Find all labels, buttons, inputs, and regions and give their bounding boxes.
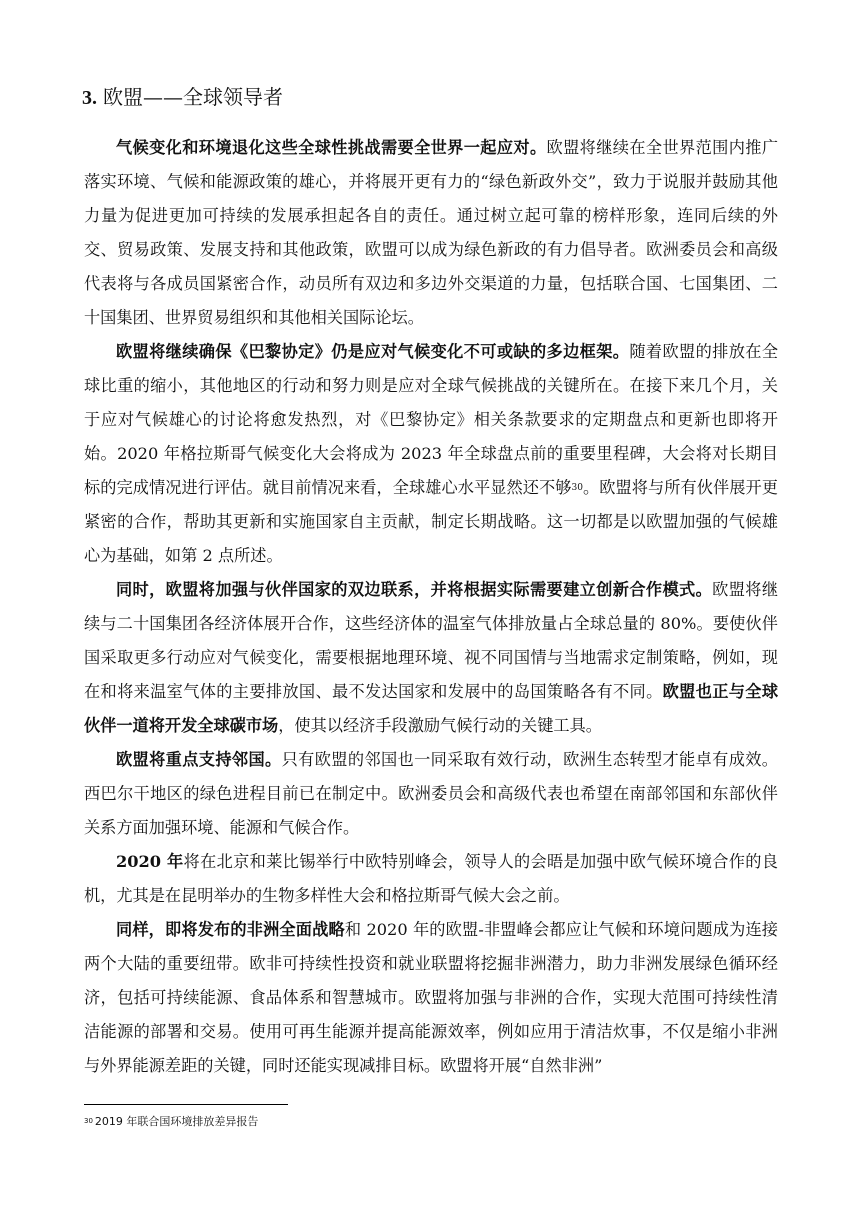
section-title: 欧盟——全球领导者 — [103, 85, 283, 109]
footnote-text: 2019 年联合国环境排放差异报告 — [94, 1115, 259, 1128]
paragraph-lead: 同样，即将发布的非洲全面战略 — [116, 920, 345, 939]
paragraph-text: 欧盟将继续与二十国集团各经济体展开合作，这些经济体的温室气体排放量占全球总量的 80%。要使伙伴国采取更多行动应对气候变化，需要根据地理环境、视不同国情与当地需求定制策略，例如，现在和将来温室气体的主要排放国、最不发达国家和发展中的岛国策略各有不同。 — [84, 580, 779, 701]
paragraph — [84, 573, 778, 743]
footnote-number: 30 — [84, 1117, 93, 1125]
paragraph-lead: 气候变化和环境退化这些全球性挑战需要全世界一起应对。 — [116, 138, 547, 157]
footnote-reference[interactable]: 30 — [571, 483, 583, 493]
footnote-separator — [84, 1104, 288, 1105]
paragraph-text: 将在北京和莱比锡举行中欧特别峰会，领导人的会晤是加强中欧气候环境合作的良机，尤其是在昆明举办的生物多样性大会和格拉斯哥气候大会之前。 — [84, 852, 778, 905]
paragraph-text: 和 2020 年的欧盟-非盟峰会都应让气候和环境问题成为连接两个大陆的重要纽带。欧非可持续性投资和就业联盟将挖掘非洲潜力，助力非洲发展绿色循环经济，包括可持续能源、食品体系和智慧城市。欧盟将加强与非洲的合作，实现大范围可持续性清洁能源的部署和交易。使用可再生能源并提高能源效率，例如应用于清洁炊事，不仅是缩小非洲与外界能源差距的关键，同时还能实现减排目标。欧盟将开展“自然非洲” — [84, 920, 778, 1075]
paragraph-text: 只有欧盟的邻国也一同采取有效行动，欧洲生态转型才能卓有成效。西巴尔干地区的绿色进程目前已在制定中。欧洲委员会和高级代表也希望在南部邻国和东部伙伴关系方面加强环境、能源和气候合作。 — [84, 750, 778, 837]
paragraph-text-continued: ，使其以经济手段激励气候行动的关键工具。 — [278, 716, 602, 735]
section-heading — [82, 82, 283, 113]
paragraph — [84, 845, 778, 913]
paragraph — [84, 335, 778, 573]
paragraph-lead: 同时，欧盟将加强与伙伴国家的双边联系，并将根据实际需要建立创新合作模式。 — [116, 580, 713, 599]
paragraph — [84, 131, 778, 335]
body-text — [84, 131, 778, 1083]
paragraph-lead: 欧盟将重点支持邻国。 — [116, 750, 282, 769]
paragraph-text-continued: 。欧盟将与所有伙伴展开更紧密的合作，帮助其更新和实施国家自主贡献，制定长期战略。这一切都是以欧盟加强的气候雄心为基础，如第 2 点所述。 — [84, 478, 778, 565]
paragraph-lead-secondary: 欧盟也正与全球伙伴一道将开发全球碳市场 — [84, 682, 779, 735]
paragraph-text: 欧盟将继续在全世界范围内推广落实环境、气候和能源政策的雄心，并将展开更有力的“绿色新政外交”，致力于说服并鼓励其他力量为促进更加可持续的发展承担起各自的责任。通过树立起可靠的榜样形象，连同后续的外交、贸易政策、发展支持和其他政策，欧盟可以成为绿色新政的有力倡导者。欧洲委员会和高级代表将与各成员国紧密合作，动员所有双边和多边外交渠道的力量，包括联合国、七国集团、二十国集团、世界贸易组织和其他相关国际论坛。 — [84, 138, 779, 327]
paragraph-lead: 欧盟将继续确保《巴黎协定》仍是应对气候变化不可或缺的多边框架。 — [116, 342, 630, 361]
section-number: 3. — [82, 87, 97, 109]
paragraph-text: 随着欧盟的排放在全球比重的缩小，其他地区的行动和努力则是应对全球气候挑战的关键所在。在接下来几个月，关于应对气候雄心的讨论将愈发热烈，对《巴黎协定》相关条款要求的定期盘点和更新也即将开始。2020 年格拉斯哥气候变化大会将成为 2023 年全球盘点前的重要里程碑，大会将对长期目标的完成情况进行评估。就目前情况来看，全球雄心水平显然还不够 — [84, 342, 779, 497]
paragraph-lead: 2020 年 — [116, 852, 184, 871]
paragraph — [84, 913, 778, 1083]
paragraph — [84, 743, 778, 845]
footnote — [84, 1114, 258, 1131]
